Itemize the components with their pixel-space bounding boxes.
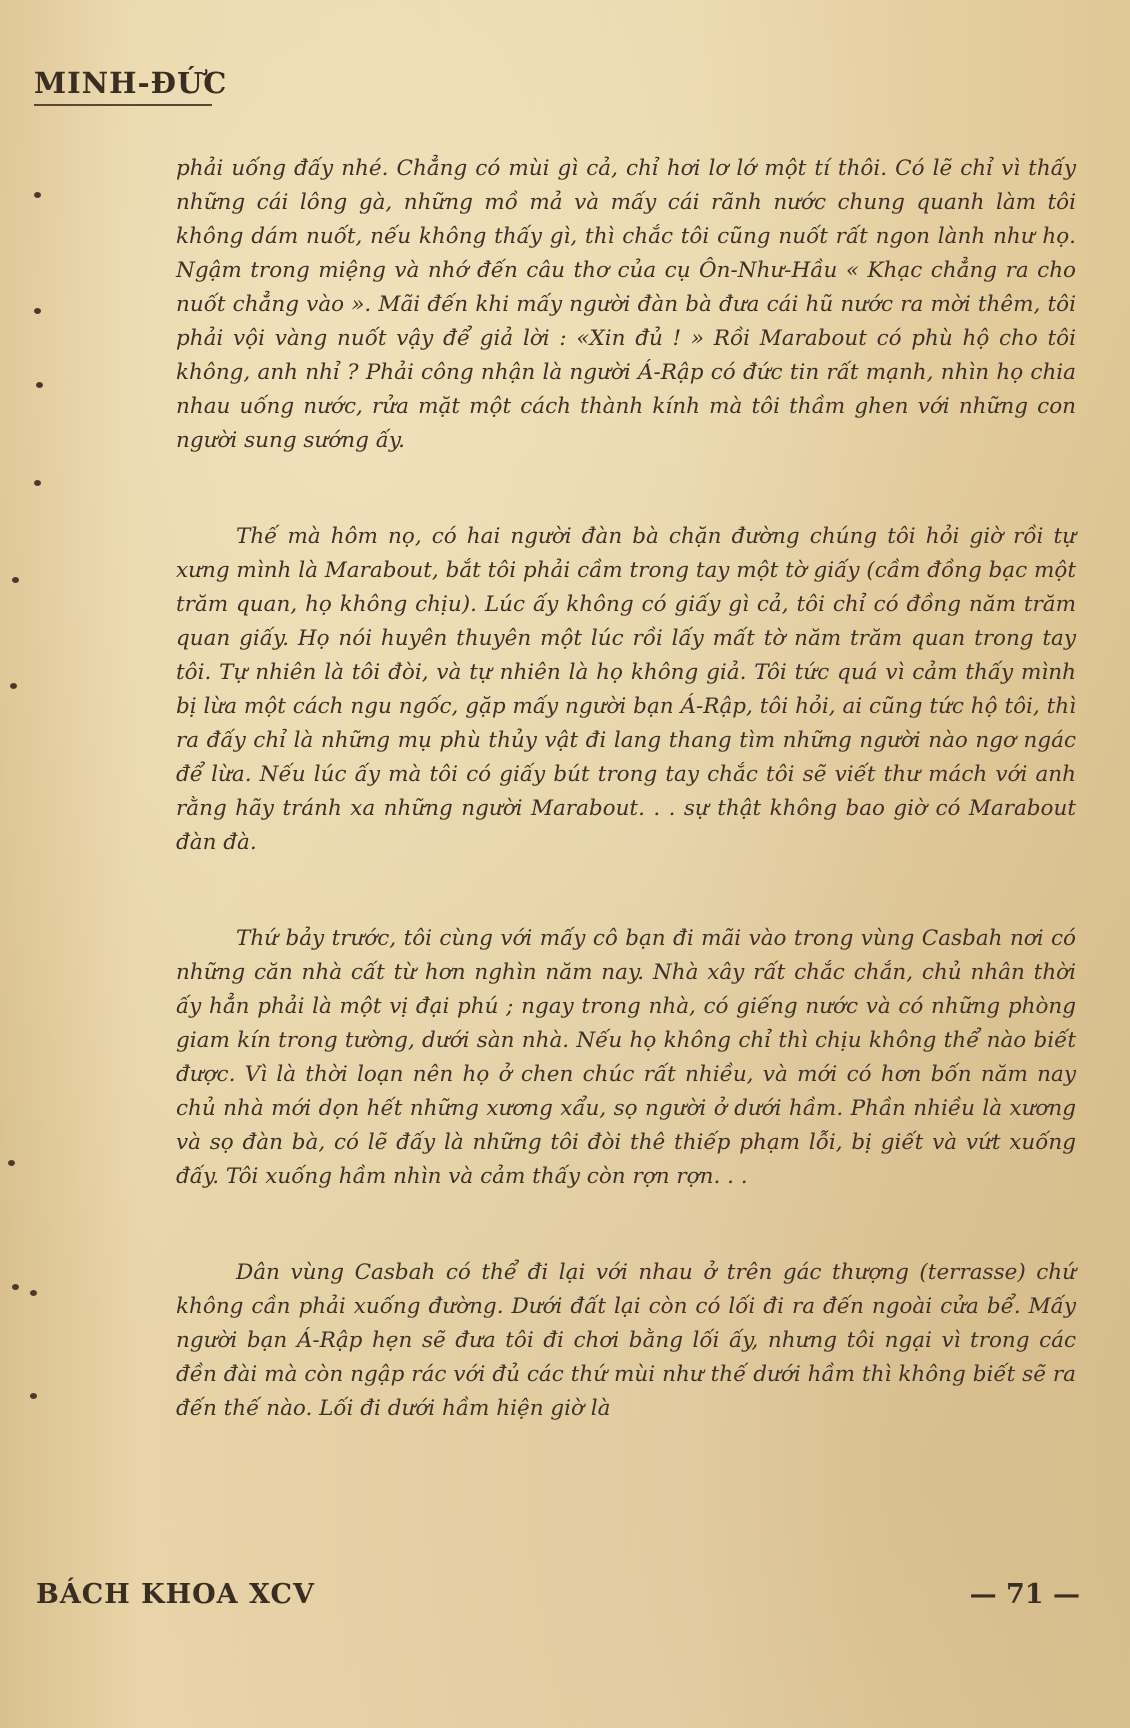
page-number: — 71 — bbox=[969, 1579, 1080, 1610]
paragraph-4: Dân vùng Casbah có thể đi lại với nhau ở trên gác thượng (terrasse) chứ không cần phải xuống đường. Dưới đất lại còn có lối đi ra đến ngoài cửa bể. Mấy người bạn Á-Rập hẹn sẽ đưa tôi đi chơi bằng lối ấy, nhưng tôi ngại vì trong các đền đài mà còn ngập rác với đủ các thứ mùi như thế dưới hầm thì không biết sẽ ra đến thế nào. Lối đi dưới hầm hiện giờ là bbox=[176, 1260, 1076, 1421]
paragraph-2: Thế mà hôm nọ, có hai người đàn bà chặn đường chúng tôi hỏi giờ rồi tự xưng mình là Marabout, bắt tôi phải cầm trong tay một tờ giấy (cầm đồng bạc một trăm quan, họ không chịu). Lúc ấy không có giấy gì cả, tôi chỉ có đồng năm trăm quan giấy. Họ nói huyên thuyên một lúc rồi lấy mất tờ năm trăm quan trong tay tôi. Tự nhiên là tôi đòi, và tự nhiên là họ không giả. Tôi tức quá vì cảm thấy mình bị lừa một cách ngu ngốc, gặp mấy người bạn Á-Rập, tôi hỏi, ai cũng tức hộ tôi, thì ra đấy chỉ là những mụ phù thủy vật đi lang thang tìm những người nào ngơ ngác để lừa. Nếu lúc ấy mà tôi có giấy bút trong tay chắc tôi sẽ viết thư mách với anh rằng hãy tránh xa những người Marabout. . . sự thật không bao giờ có Marabout đàn đà. bbox=[176, 524, 1076, 855]
margin-speck bbox=[36, 382, 43, 388]
margin-speck bbox=[34, 192, 41, 198]
margin-speck bbox=[12, 1284, 19, 1290]
publication-footer: BÁCH KHOA XCV bbox=[36, 1579, 315, 1610]
paragraph-3: Thứ bảy trước, tôi cùng với mấy cô bạn đi mãi vào trong vùng Casbah nơi có những căn nhà cất từ hơn nghìn năm nay. Nhà xây rất chắc chắn, chủ nhân thời ấy hẳn phải là một vị đại phú ; ngay trong nhà, có giếng nước và có những phòng giam kín trong tường, dưới sàn nhà. Nếu họ không chỉ thì chịu không thể nào biết được. Vì là thời loạn nên họ ở chen chúc rất nhiều, và mới có hơn bốn năm nay chủ nhà mới dọn hết những xương xẩu, sọ người ở dưới hầm. Phần nhiều là xương và sọ đàn bà, có lẽ đấy là những tôi đòi thê thiếp phạm lỗi, bị giết và vứt xuống đấy. Tôi xuống hầm nhìn và cảm thấy còn rợn rợn. . . bbox=[176, 926, 1076, 1189]
margin-speck bbox=[34, 308, 41, 314]
margin-speck bbox=[12, 577, 19, 583]
running-head: MINH-ĐỨC bbox=[34, 66, 228, 100]
article-body bbox=[176, 152, 1076, 1426]
margin-speck bbox=[34, 480, 41, 486]
paragraph-1: phải uống đấy nhé. Chẳng có mùi gì cả, chỉ hơi lơ lớ một tí thôi. Có lẽ chỉ vì thấy những cái lông gà, những mồ mả và mấy cái rãnh nước chung quanh làm tôi không dám nuốt, nếu không thấy gì, thì chắc tôi cũng nuốt rất ngon lành như họ. Ngậm trong miệng và nhớ đến câu thơ của cụ Ôn-Như-Hầu « Khạc chẳng ra cho nuốt chẳng vào ». Mãi đến khi mấy người đàn bà đưa cái hũ nước ra mời thêm, tôi phải vội vàng nuốt vậy để giả lời : «Xin đủ ! » Rồi Marabout có phù hộ cho tôi không, anh nhỉ ? Phải công nhận là người Á-Rập có đức tin rất mạnh, nhìn họ chia nhau uống nước, rửa mặt một cách thành kính mà tôi thầm ghen với những con người sung sướng ấy. bbox=[176, 156, 1076, 453]
margin-speck bbox=[30, 1290, 37, 1296]
margin-speck bbox=[8, 1160, 15, 1166]
margin-speck bbox=[10, 683, 17, 689]
running-head-rule bbox=[34, 104, 212, 106]
margin-speck bbox=[30, 1393, 37, 1399]
